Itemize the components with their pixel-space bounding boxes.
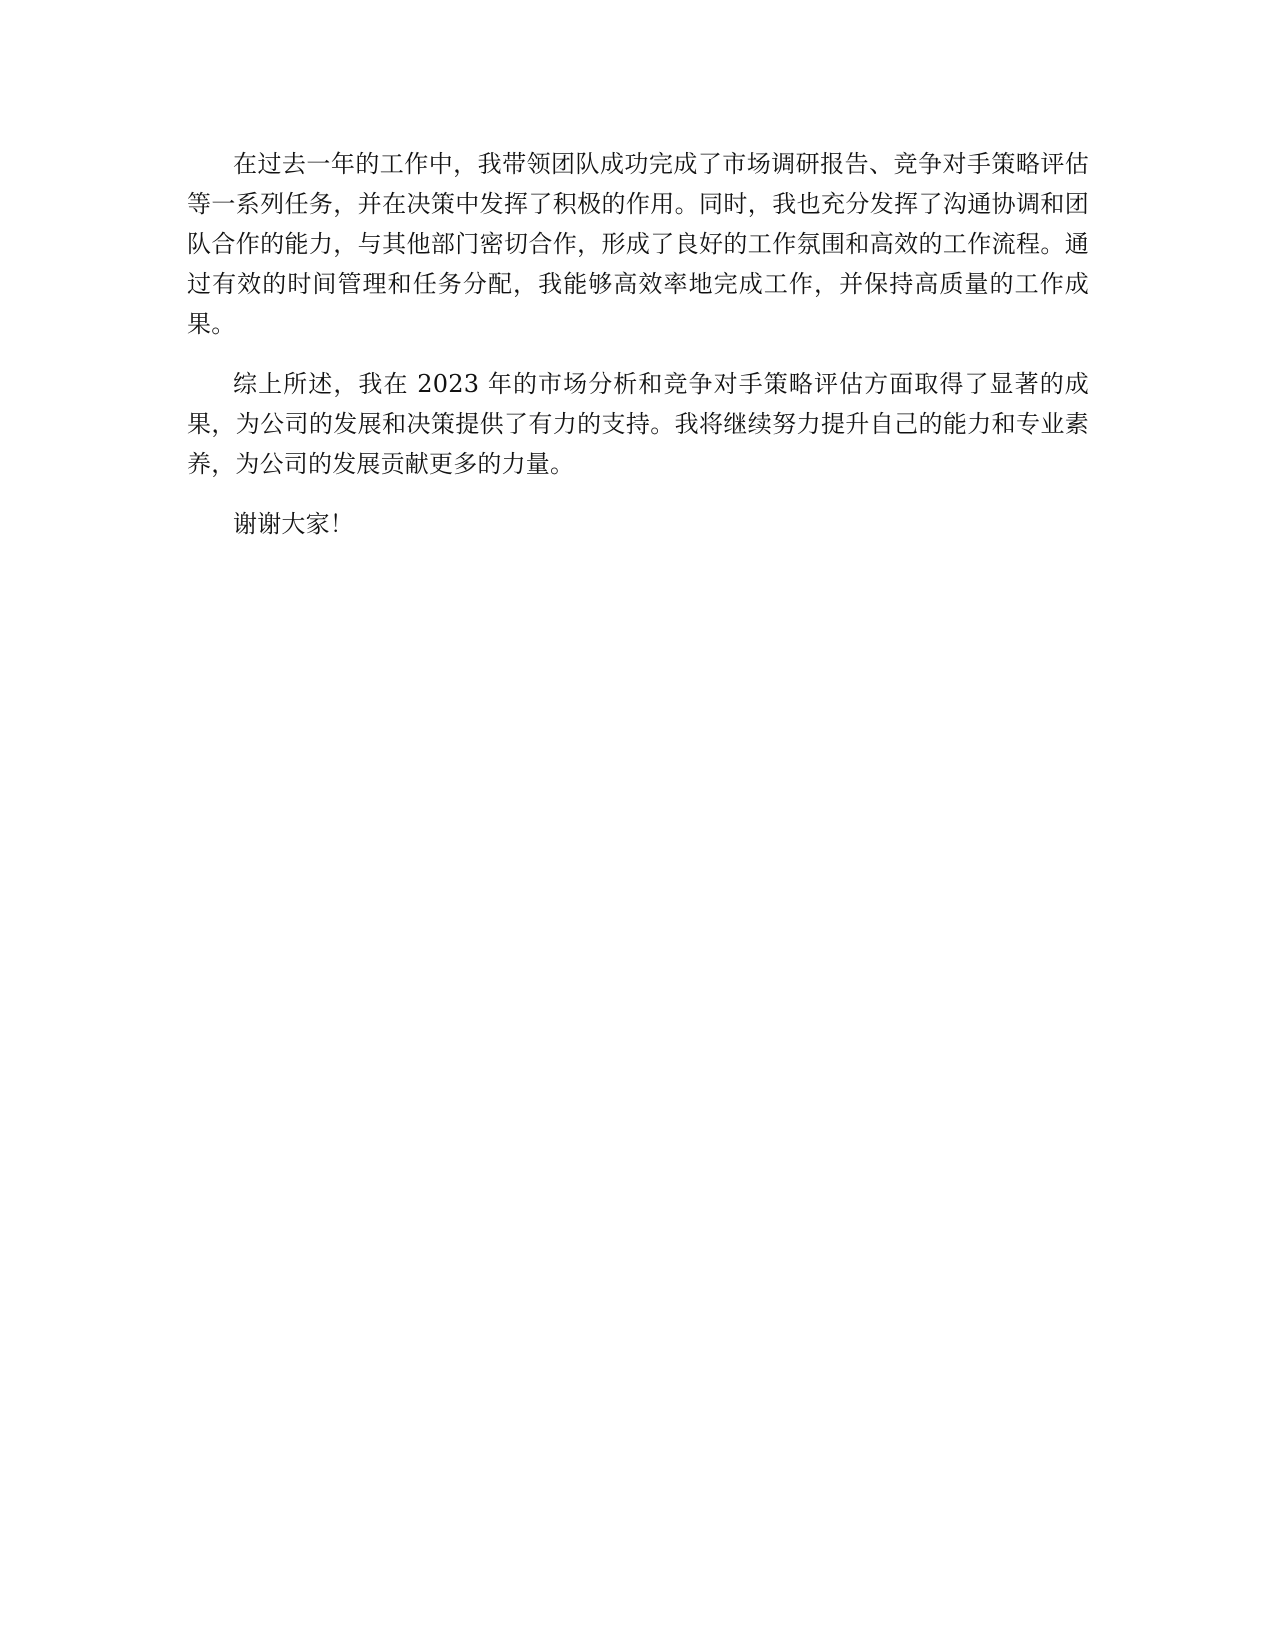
paragraph-thanks: 谢谢大家！	[233, 510, 354, 538]
paragraph-conclusion: 综上所述，我在 2023 年的市场分析和竞争对手策略评估方面取得了显著的成果，为公司的发展和决策提供了有力的支持。我将继续努力提升自己的能力和专业素养，为公司的发展贡献更多的力量。	[187, 370, 1089, 478]
paragraph-work-summary: 在过去一年的工作中，我带领团队成功完成了市场调研报告、竞争对手策略评估等一系列任务，并在决策中发挥了积极的作用。同时，我也充分发挥了沟通协调和团队合作的能力，与其他部门密切合作，形成了良好的工作氛围和高效的工作流程。通过有效的时间管理和任务分配，我能够高效率地完成工作，并保持高质量的工作成果。	[187, 150, 1089, 338]
document-body	[187, 144, 1089, 564]
